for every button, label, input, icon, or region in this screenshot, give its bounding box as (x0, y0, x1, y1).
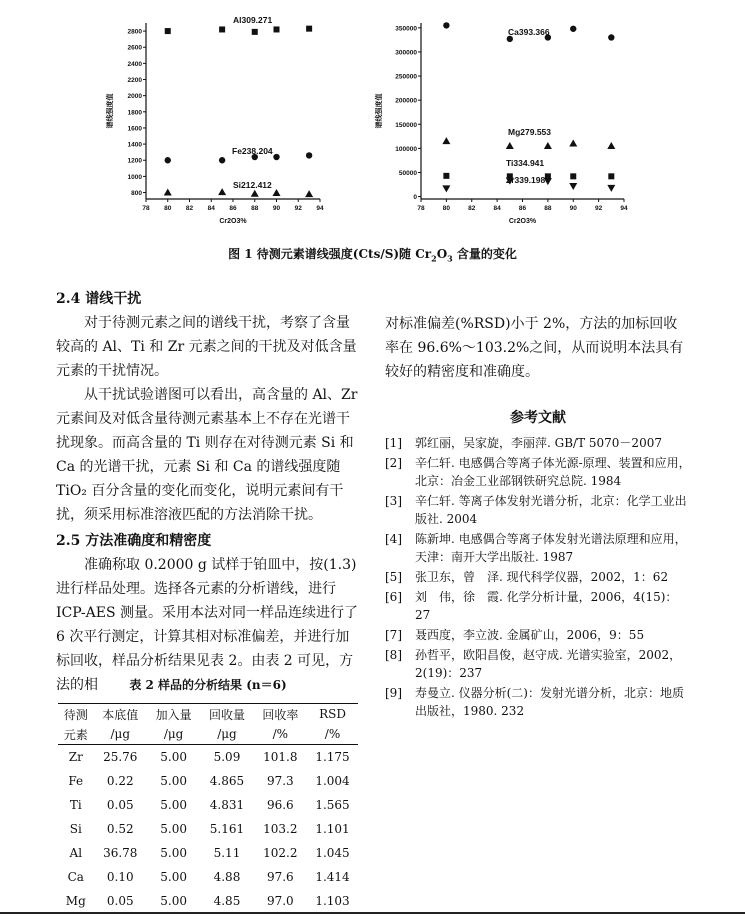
table-cell: Al (69, 846, 83, 860)
table-cell: 1.175 (315, 750, 350, 764)
column-header: RSD (319, 707, 346, 721)
data-point (570, 173, 576, 179)
figure-caption: 图 1 待测元素谱线强度(Cts/S)随 $Cr_2O_3$ 含量的变化 (228, 247, 517, 264)
table-cell: 36.78 (103, 846, 138, 860)
y-axis-label: 谱线强度值 (107, 93, 114, 129)
data-point (306, 26, 312, 32)
y-tick-label: 350000 (395, 25, 417, 33)
y-tick-label: 1200 (127, 157, 142, 165)
x-tick-label: 86 (518, 205, 527, 212)
x-tick-label: 90 (569, 205, 577, 212)
y-tick-label: 2000 (127, 93, 142, 101)
data-point (219, 157, 225, 163)
reference-text: 张卫东，曾 泽. 现代科学仪器，2002，1：62 (415, 570, 669, 584)
x-tick-label: 90 (272, 205, 281, 212)
y-tick-label: 1600 (127, 125, 142, 133)
data-point (165, 28, 171, 34)
x-tick-label: 92 (595, 205, 603, 212)
reference-text: 郭红丽，吴家旋，李丽萍. GB/T 5070－2007 (415, 436, 662, 450)
table-cell: 101.8 (263, 750, 298, 764)
series-label: Al309.271 (233, 15, 273, 25)
y-tick-label: 800 (131, 190, 142, 198)
paragraph: 对于待测元素之间的谱线干扰，考察了含量较高的 Al、Ti 和 Zr 元素之间的干扰及对低含量元素的干扰情况。 (56, 315, 357, 379)
column-unit: /μg (110, 727, 131, 741)
reference-item (385, 646, 691, 682)
data-point (443, 173, 449, 179)
table-cell: 0.22 (106, 774, 134, 788)
table-cell: 5.161 (209, 822, 245, 836)
column-unit: /% (272, 727, 289, 741)
table-row (58, 817, 358, 841)
column-header: 回收率 (262, 707, 299, 722)
column-unit: /μg (217, 727, 237, 741)
x-tick-label: 94 (316, 205, 324, 212)
series-Al309.271 (165, 26, 312, 35)
table-cell: 5.00 (160, 798, 187, 812)
y-tick-label: 100000 (395, 145, 417, 153)
x-tick-label: 82 (468, 205, 476, 212)
data-point (569, 183, 577, 190)
left-column (56, 287, 362, 697)
y-tick-label: 1000 (127, 173, 142, 181)
reference-number: [7] (385, 628, 402, 642)
table-row (58, 889, 358, 913)
reference-text: 寿曼立. 仪器分析(二)：发射光谱分析，北京：地质出版社，1980. 232 (415, 686, 684, 718)
series-label: Ti334.941 (506, 158, 545, 168)
x-tick-label: 84 (207, 205, 215, 212)
data-point (306, 152, 312, 158)
table-cell: 4.865 (209, 774, 245, 788)
table-cell: Ti (69, 798, 82, 812)
paragraph: 从干扰试验谱图可以看出，高含量的 Al、Zr 元素间及对低含量待测元素基本上不存在光谱干扰现象。而高含量的 Ti 则存在对待测元素 Si 和 Ca 的光谱干扰，元素 Si 和 Ca 的谱线强度随 TiO₂ 百分含量的变化而变化，说明元素间有干扰，须采用标准溶液匹配的方法消除干扰。 (56, 387, 358, 523)
data-point (608, 34, 614, 40)
x-tick-label: 78 (417, 205, 425, 212)
table-row (58, 841, 358, 865)
y-tick-label: 300000 (395, 49, 417, 57)
data-point (443, 22, 449, 28)
table-2 (58, 676, 358, 914)
x-tick-label: 88 (544, 205, 552, 212)
table-cell: 5.00 (160, 894, 187, 908)
data-point (305, 190, 313, 197)
y-tick-label: 200000 (395, 97, 417, 105)
chart-right (374, 22, 628, 225)
figure-1 (0, 0, 745, 245)
reference-text: 孙哲平，欧阳昌俊，赵守成. 光谱实验室，2002，2(19)：237 (415, 648, 682, 680)
series-Mg279.553 (442, 137, 615, 149)
column-unit: 元素 (63, 727, 88, 742)
data-point (608, 173, 614, 179)
y-tick-label: 2600 (127, 44, 142, 52)
x-tick-label: 84 (493, 205, 501, 212)
y-tick-label: 250000 (395, 73, 417, 81)
reference-number: [5] (385, 570, 402, 584)
reference-text: 陈新坤. 电感偶合等离子体发射光谱法原理和应用，天津：南开大学出版社. 1987 (415, 532, 687, 564)
series-label: Fe238.204 (232, 146, 273, 156)
table-header-row (58, 704, 358, 724)
table-cell: 102.2 (263, 846, 298, 860)
references-list (385, 434, 691, 720)
y-tick-label: 2400 (127, 60, 142, 68)
y-tick-label: 150000 (395, 121, 417, 129)
x-tick-label: 82 (185, 205, 194, 212)
table-cell: 96.6 (266, 798, 294, 812)
right-column (385, 312, 691, 722)
reference-number: [9] (385, 686, 402, 700)
table-cell: 0.10 (106, 870, 134, 884)
chart-left (105, 15, 324, 225)
table-title: 表 2 样品的分析结果 (n＝6) (129, 678, 287, 692)
x-tick-label: 80 (442, 205, 450, 212)
data-point (607, 185, 615, 192)
table-row (58, 865, 358, 889)
x-axis-label: Cr2O3% (219, 218, 247, 225)
column-header: 待测 (63, 707, 88, 722)
reference-number: [8] (385, 648, 402, 662)
table-cell: 5.00 (160, 774, 187, 788)
reference-item (385, 588, 691, 624)
reference-text: 辛仁轩. 等离子体发射光谱分析，北京：化学工业出版社. 2004 (415, 494, 687, 526)
table-cell: 0.05 (106, 894, 134, 908)
reference-number: [3] (385, 494, 402, 508)
column-unit: /% (324, 727, 341, 741)
data-point (252, 29, 258, 35)
table-cell: 4.88 (213, 870, 241, 884)
data-point (218, 188, 226, 195)
x-tick-label: 86 (229, 205, 237, 212)
table-cell: 5.09 (213, 750, 241, 764)
x-tick-label: 92 (294, 205, 302, 212)
data-point (442, 137, 450, 144)
table-row (58, 769, 358, 793)
table-cell: 5.00 (160, 750, 187, 764)
y-tick-label: 1800 (127, 109, 142, 117)
reference-item (385, 434, 691, 452)
reference-number: [2] (385, 456, 402, 470)
y-tick-label: 2200 (127, 77, 142, 85)
section-heading-2-5: 2.5 方法准确度和精密度 (56, 533, 212, 549)
data-point (442, 185, 450, 192)
y-axis-label: 谱线强度值 (376, 93, 383, 129)
data-point (164, 189, 172, 196)
table-cell: 97.6 (266, 870, 294, 884)
reference-number: [4] (385, 532, 402, 546)
x-tick-label: 80 (164, 205, 172, 212)
series-label: Si212.412 (233, 180, 272, 190)
column-unit: /μg (163, 727, 184, 741)
page-bottom-rule (0, 912, 745, 914)
data-point (273, 154, 279, 160)
reference-item (385, 492, 691, 528)
table-cell: Ca (67, 870, 84, 884)
table-cell: 5.00 (160, 822, 187, 836)
table-cell: 1.101 (315, 822, 350, 836)
data-point (569, 140, 577, 147)
y-tick-label: 0 (413, 194, 417, 202)
section-heading-2-4: 2.4 谱线干扰 (56, 291, 142, 307)
paragraph: 对标准偏差(%RSD)小于 2%，方法的加标回收率在 96.6%～103.2%之间，从而说明本法具有较好的精密度和准确度。 (385, 316, 684, 380)
table-row (58, 793, 358, 817)
x-axis-label: Cr2O3% (508, 218, 537, 225)
data-point (273, 189, 281, 196)
table-cell: 1.004 (315, 774, 350, 788)
reference-text: 辛仁轩. 电感偶合等离子体光源-原理、装置和应用，北京：冶金工业部钢铁研究总院. 1984 (415, 456, 691, 488)
series-label: Zr339.198 (506, 175, 546, 185)
table-cell: 5.00 (160, 846, 187, 860)
table-cell: Zr (68, 750, 83, 764)
x-tick-label: 78 (142, 205, 150, 212)
data-point (219, 26, 225, 32)
table-cell: 97.3 (266, 774, 294, 788)
table-cell: 4.85 (213, 894, 241, 908)
reference-text: 刘 伟，徐 霞. 化学分析计量，2006，4(15)：27 (415, 590, 678, 622)
table-cell: Mg (65, 894, 86, 908)
table-cell: 5.00 (160, 870, 187, 884)
reference-item (385, 626, 691, 644)
data-point (165, 157, 171, 163)
reference-item (385, 530, 691, 566)
x-tick-label: 88 (251, 205, 259, 212)
references-heading: 参考文献 (510, 410, 566, 426)
table-cell: Fe (68, 774, 84, 788)
y-tick-label: 50000 (398, 169, 417, 177)
data-point (506, 142, 514, 149)
reference-number: [1] (385, 436, 402, 450)
data-point (570, 26, 576, 32)
column-header: 本底值 (102, 707, 139, 722)
table-cell: 1.045 (315, 846, 350, 860)
series-label: Mg279.553 (508, 127, 551, 137)
table-cell: Si (69, 822, 82, 836)
data-point (607, 142, 615, 149)
data-point (274, 26, 280, 32)
table-header-row (58, 724, 358, 745)
data-point (544, 142, 552, 149)
reference-item (385, 684, 691, 720)
table-cell: 103.2 (263, 822, 298, 836)
table-cell: 97.0 (266, 894, 294, 908)
x-tick-label: 94 (620, 205, 628, 212)
table-cell: 1.565 (315, 798, 350, 812)
table-cell: 0.52 (106, 822, 134, 836)
data-point (251, 190, 259, 197)
table-cell: 5.11 (213, 846, 241, 860)
table-cell: 0.05 (106, 798, 134, 812)
reference-item (385, 454, 691, 490)
table-cell: 1.103 (315, 894, 350, 908)
table-cell: 1.414 (315, 870, 350, 884)
column-header: 加入量 (155, 707, 192, 722)
reference-item (385, 568, 691, 586)
y-tick-label: 2800 (127, 28, 142, 36)
y-tick-label: 1400 (127, 141, 142, 149)
reference-number: [6] (385, 590, 402, 604)
results-table (58, 704, 358, 913)
series-label: Ca393.366 (508, 27, 550, 37)
table-cell: 4.831 (209, 798, 245, 812)
reference-text: 聂西度，李立波. 金属矿山，2006，9：55 (415, 628, 645, 642)
table-row (58, 745, 358, 770)
paragraph: 准确称取 0.2000 g 试样于铂皿中，按(1.3)进行样品处理。选择各元素的分析谱线，进行 ICP-AES 测量。采用本法对同一样品连续进行了 6 次平行测定，计算其相对标准偏差，并进行加标回收，样品分析结果见表 2。由表 2 可见，方法的相 (56, 557, 358, 693)
column-header: 回收量 (208, 707, 245, 722)
table-cell: 25.76 (103, 750, 138, 764)
